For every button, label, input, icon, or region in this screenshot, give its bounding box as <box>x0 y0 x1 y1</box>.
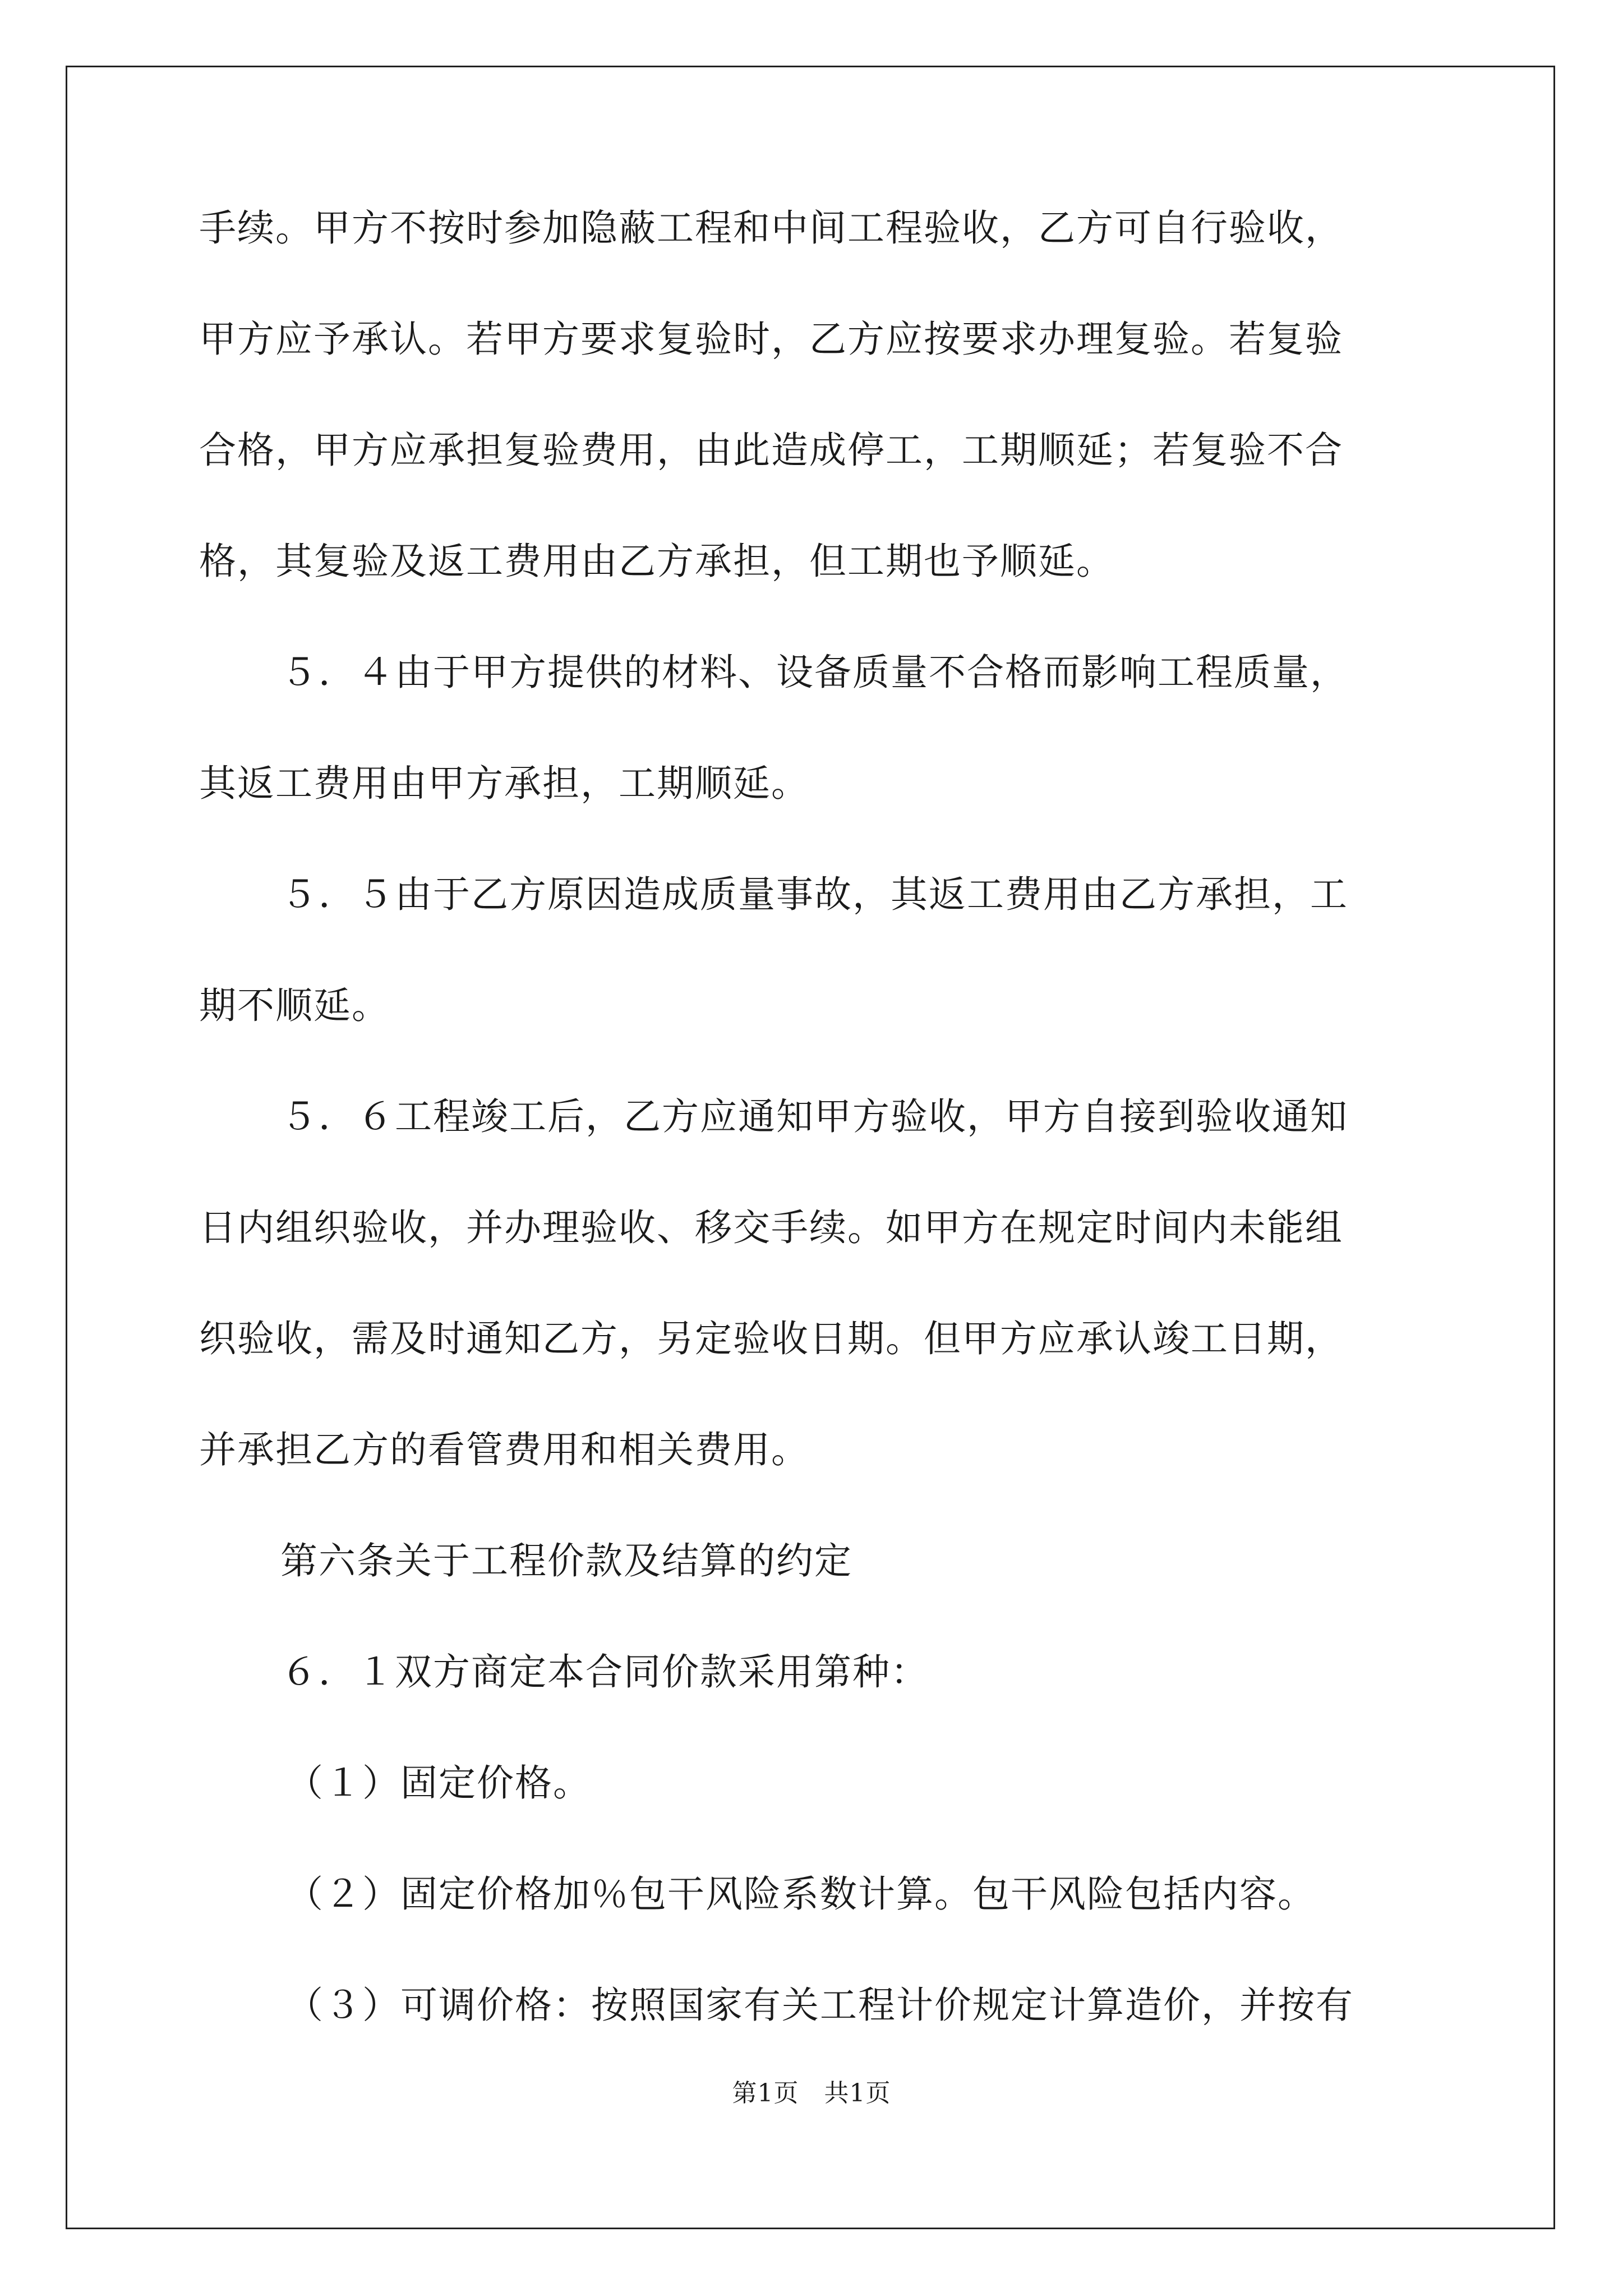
page-number-footer: 第1页 共1页 <box>732 2079 891 2108</box>
text-line: ５．６工程竣工后，乙方应通知甲方验收，甲方自接到验收通知 <box>280 1095 1348 1138</box>
text-line: （３）可调价格：按照国家有关工程计价规定计算造价，并按有 <box>286 1984 1354 2027</box>
text-line: 期不顺延。 <box>199 984 390 1027</box>
text-line: ５．４由于甲方提供的材料、设备质量不合格而影响工程质量， <box>280 651 1348 694</box>
text-line: 日内组织验收，并办理验收、移交手续。如甲方在规定时间内未能组 <box>199 1206 1343 1249</box>
text-line: 格，其复验及返工费用由乙方承担，但工期也予顺延。 <box>199 540 1114 583</box>
text-line: 织验收，需及时通知乙方，另定验收日期。但甲方应承认竣工日期， <box>199 1317 1343 1360</box>
text-line: 并承担乙方的看管费用和相关费用。 <box>199 1428 809 1471</box>
text-line: （１）固定价格。 <box>286 1761 591 1805</box>
text-line: 其返工费用由甲方承担，工期顺延。 <box>199 762 809 805</box>
text-line: 合格，甲方应承担复验费用，由此造成停工，工期顺延；若复验不合 <box>199 429 1343 472</box>
text-line: 甲方应予承认。若甲方要求复验时，乙方应按要求办理复验。若复验 <box>199 318 1343 361</box>
text-line: ５．５由于乙方原因造成质量事故，其返工费用由乙方承担，工 <box>280 873 1348 916</box>
text-line: 手续。甲方不按时参加隐蔽工程和中间工程验收，乙方可自行验收， <box>199 206 1343 250</box>
section-heading: 第六条关于工程价款及结算的约定 <box>280 1539 852 1582</box>
text-line: ６．１双方商定本合同价款采用第种： <box>280 1650 929 1694</box>
text-line: （２）固定价格加％包干风险系数计算。包干风险包括内容。 <box>286 1872 1316 1916</box>
